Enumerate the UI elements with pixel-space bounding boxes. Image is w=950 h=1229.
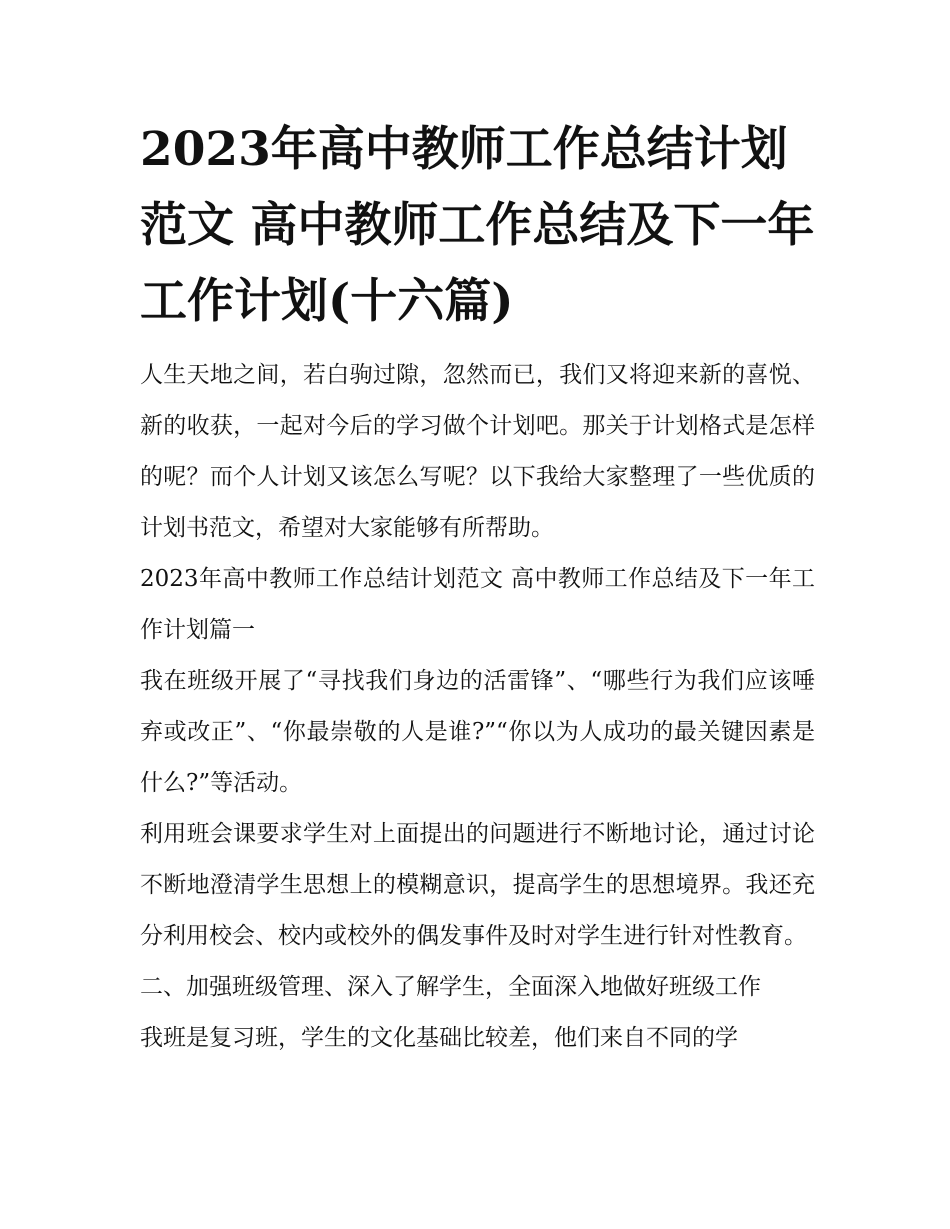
intro-paragraph: 人生天地之间，若白驹过隙，忽然而已，我们又将迎来新的喜悦、新的收获，一起对今后的学习做个计划吧。那关于计划格式是怎样的呢？而个人计划又该怎么写呢？以下我给大家整理了一些优质的计划书范文，希望对大家能够有所帮助。	[140, 362, 815, 541]
subsection-heading: 二、加强班级管理、深入了解学生，全面深入地做好班级工作	[140, 974, 761, 1000]
body-paragraph: 我班是复习班，学生的文化基础比较差，他们来自不同的学	[140, 1025, 738, 1051]
section-heading: 2023年高中教师工作总结计划范文 高中教师工作总结及下一年工作计划篇一	[140, 566, 815, 643]
body-paragraph: 我在班级开展了“寻找我们身边的活雷锋”、“哪些行为我们应该唾弃或改正”、“你最崇敬的人是谁?”“你以为人成功的最关键因素是什么?”等活动。	[140, 668, 815, 796]
document-title: 2023年高中教师工作总结计划范文 高中教师工作总结及下一年工作计划(十六篇)	[140, 122, 815, 329]
document-page	[140, 112, 815, 1064]
body-paragraph: 利用班会课要求学生对上面提出的问题进行不断地讨论，通过讨论不断地澄清学生思想上的模糊意识，提高学生的思想境界。我还充分利用校会、校内或校外的偶发事件及时对学生进行针对性教育。	[140, 821, 815, 949]
